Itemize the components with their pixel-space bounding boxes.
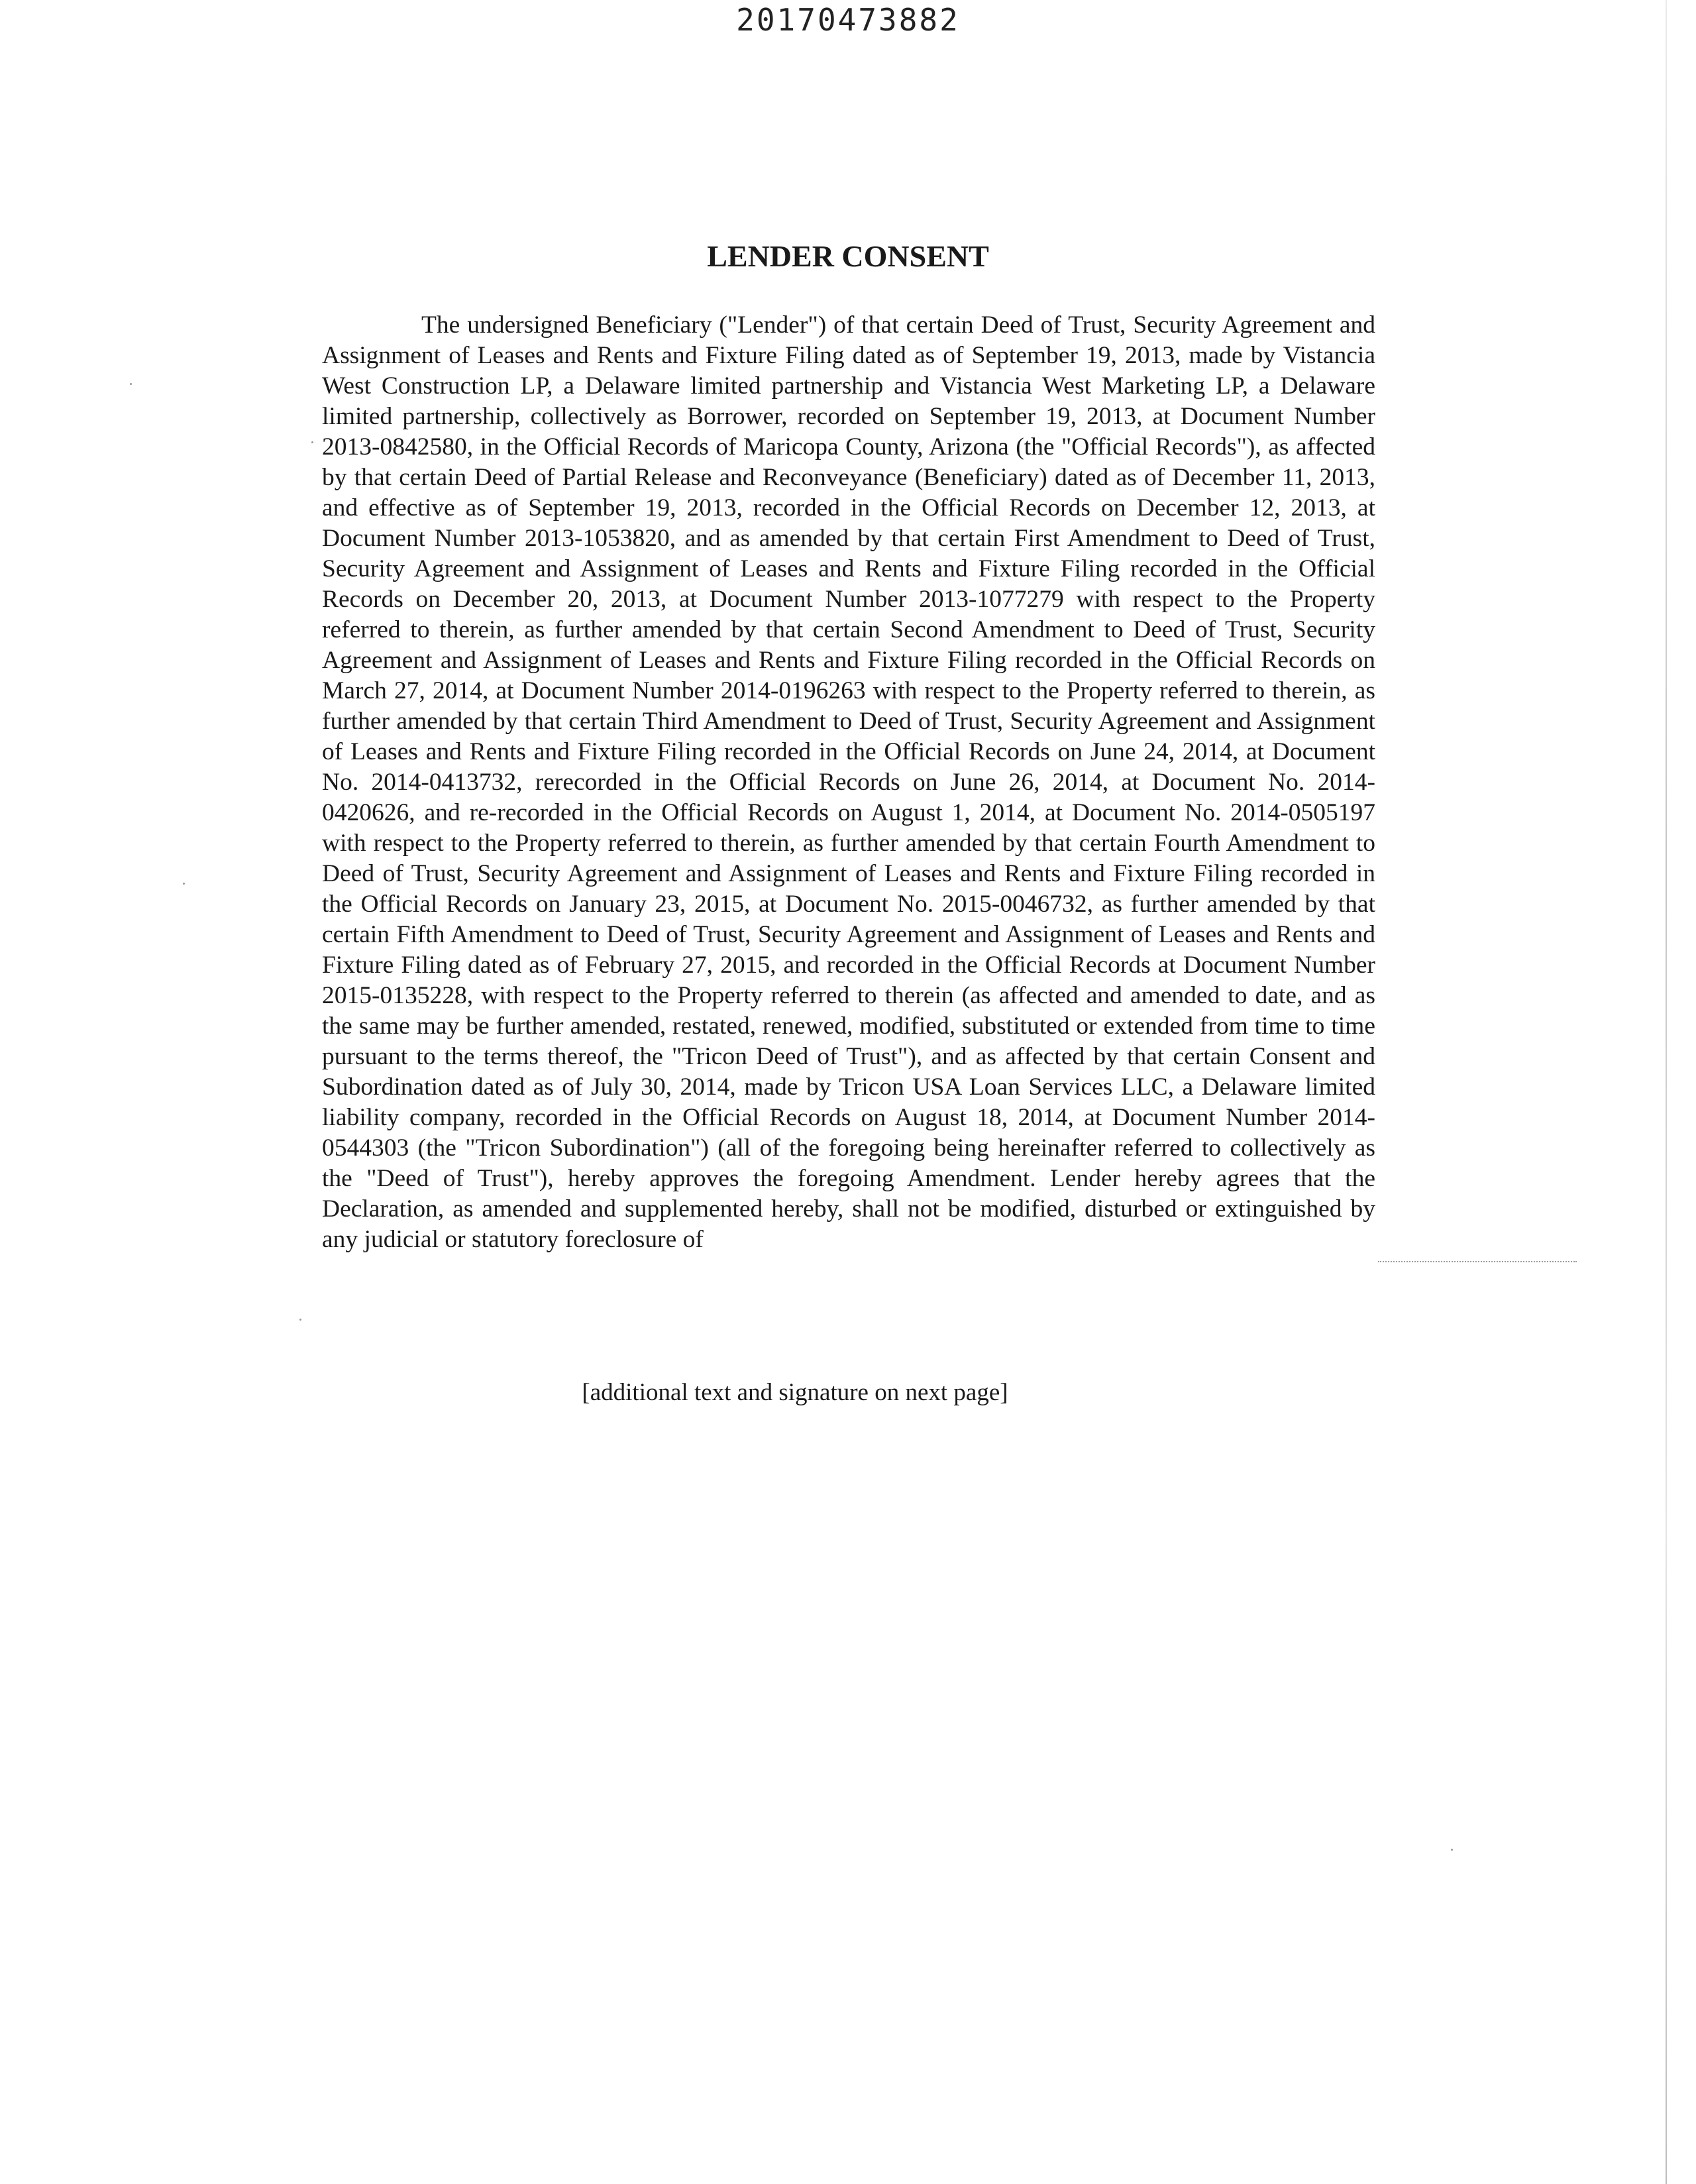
recording-number: 20170473882 [736, 2, 960, 38]
consent-paragraph: The undersigned Beneficiary ("Lender") of that certain Deed of Trust, Security Agreement and Assignment of Leases and Rents and Fixture Filing dated as of September 19, 2013, made by Vistancia West Construction LP, a Delaware limited partnership and Vistancia West Marketing LP, a Delaware limited partnership, collectively as Borrower, recorded on September 19, 2013, at Document Number 2013-0842580, in the Official Records of Maricopa County, Arizona (the "Official Records"), as affected by that certain Deed of Partial Release and Reconveyance (Beneficiary) dated as of December 11, 2013, and effective as of September 19, 2013, recorded in the Official Records on December 12, 2013, at Document Number 2013-1053820, and as amended by that certain First Amendment to Deed of Trust, Security Agreement and Assignment of Leases and Rents and Fixture Filing recorded in the Official Records on December 20, 2013, at Document Number 2013-1077279 with respect to the Property referred to therein, as further amended by that certain Second Amendment to Deed of Trust, Security Agreement and Assignment of Leases and Rents and Fixture Filing recorded in the Official Records on March 27, 2014, at Document Number 2014-0196263 with respect to the Property referred to therein, as further amended by that certain Third Amendment to Deed of Trust, Security Agreement and Assignment of Leases and Rents and Fixture Filing recorded in the Official Records on June 24, 2014, at Document No. 2014-0413732, rerecorded in the Official Records on June 26, 2014, at Document No. 2014-0420626, and re-recorded in the Official Records on August 1, 2014, at Document No. 2014-0505197 with respect to the Property referred to therein, as further amended by that certain Fourth Amendment to Deed of Trust, Security Agreement and Assignment of Leases and Rents and Fixture Filing recorded in the Official Records on January 23, 2015, at Document No. 2015-0046732, as further amended by that certain Fifth Amendment to Deed of Trust, Security Agreement and Assignment of Leases and Rents and Fixture Filing dated as of February 27, 2015, and recorded in the Official Records at Document Number 2015-0135228, with respect to the Property referred to therein (as affected and amended to date, and as the same may be further amended, restated, renewed, modified, substituted or extended from time to time pursuant to the terms thereof, the "Tricon Deed of Trust"), and as affected by that certain Consent and Subordination dated as of July 30, 2014, made by Tricon USA Loan Services LLC, a Delaware limited liability company, recorded in the Official Records on August 18, 2014, at Document Number 2014-0544303 (the "Tricon Subordination") (all of the foregoing being hereinafter referred to collectively as the "Deed of Trust"), hereby approves the foregoing Amendment. Lender hereby agrees that the Declaration, as amended and supplemented hereby, shall not be modified, disturbed or extinguished by any judicial or statutory foreclosure of [322, 311, 1375, 1253]
scan-speck [299, 1319, 301, 1321]
scan-edge-artifact [1666, 0, 1667, 2184]
continuation-note: [additional text and signature on next page] [582, 1379, 1008, 1406]
scan-line-artifact [1378, 1261, 1577, 1262]
scan-speck [130, 383, 132, 385]
scan-speck [311, 441, 313, 443]
document-title: LENDER CONSENT [707, 239, 989, 273]
scan-speck [183, 883, 185, 885]
scan-speck [1451, 1849, 1453, 1851]
